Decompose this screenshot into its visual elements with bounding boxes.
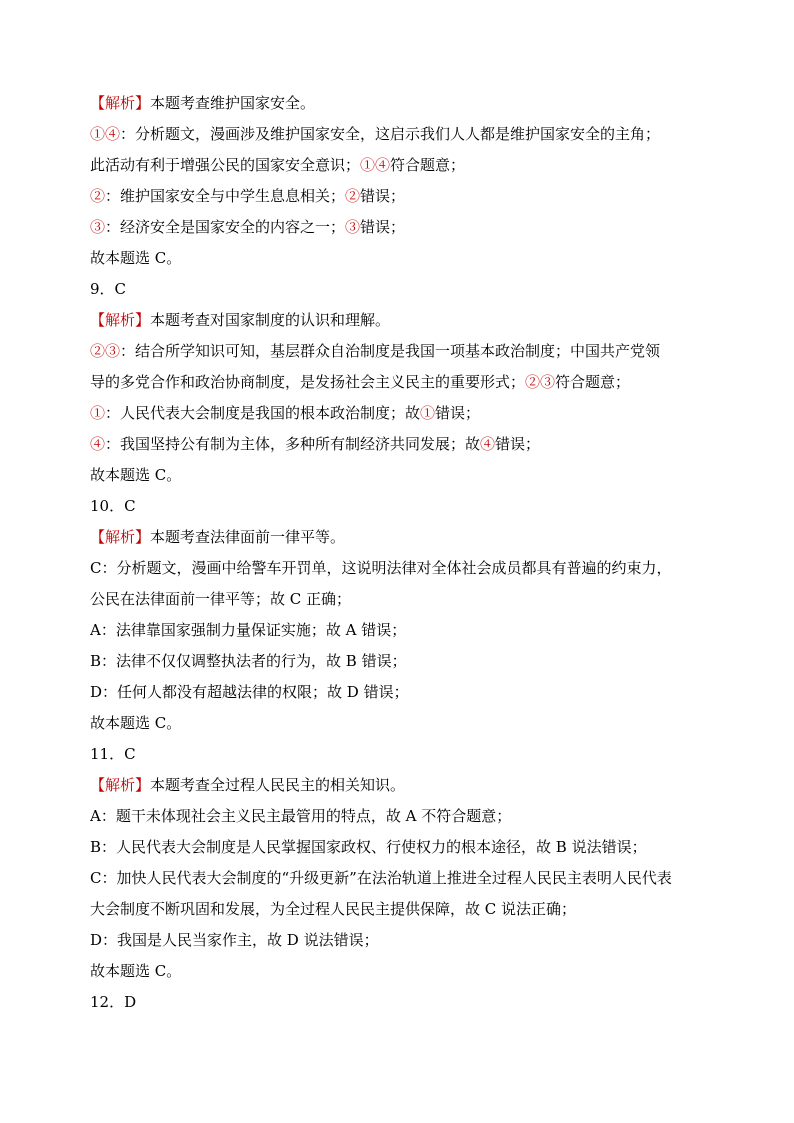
text-line (90, 150, 710, 181)
line-text: D：我国是人民当家作主，故 D 说法错误； (90, 931, 379, 949)
analysis-marker: 【解析】 (90, 776, 151, 794)
answer-explanations (90, 88, 710, 1018)
line-text: 符合题意； (555, 373, 631, 391)
text-line (90, 801, 710, 832)
line-text: 故本题选 C。 (90, 466, 182, 484)
line-text: 本题考查维护国家安全。 (150, 94, 316, 112)
line-text: 9．C (90, 280, 127, 298)
line-text: B：人民代表大会制度是人民掌握国家政权、行使权力的根本途径，故 B 说法错误； (90, 838, 647, 856)
line-text: 故本题选 C。 (90, 714, 182, 732)
line-text: 错误； (360, 218, 406, 236)
option-marker: ②③ (90, 342, 121, 360)
text-line (90, 429, 710, 460)
text-line (90, 119, 710, 150)
line-text: 导的多党合作和政治协商制度，是发扬社会主义民主的重要形式； (90, 373, 526, 391)
text-line (90, 274, 710, 305)
text-line (90, 398, 710, 429)
text-line (90, 894, 710, 925)
text-line (90, 522, 710, 553)
text-line (90, 181, 710, 212)
line-text: 错误； (435, 404, 481, 422)
line-text: 11．C (90, 745, 136, 763)
line-text: 此活动有利于增强公民的国家安全意识； (90, 156, 361, 174)
option-marker: ④ (90, 435, 106, 453)
text-line (90, 925, 710, 956)
line-text: ：经济安全是国家安全的内容之一； (105, 218, 346, 236)
line-text: ：我国坚持公有制为主体，多种所有制经济共同发展；故 (105, 435, 481, 453)
line-text: A：法律靠国家强制力量保证实施；故 A 错误； (90, 621, 407, 639)
option-marker: ② (345, 187, 361, 205)
option-marker: ③ (90, 218, 106, 236)
text-line (90, 336, 710, 367)
line-text: 大会制度不断巩固和发展，为全过程人民民主提供保障，故 C 说法正确； (90, 900, 577, 918)
analysis-marker: 【解析】 (90, 528, 151, 546)
line-text: 错误； (495, 435, 541, 453)
option-marker: ① (420, 404, 436, 422)
line-text: ：人民代表大会制度是我国的根本政治制度；故 (105, 404, 421, 422)
option-marker: ③ (345, 218, 361, 236)
text-line (90, 646, 710, 677)
text-line (90, 305, 710, 336)
option-marker: ④ (480, 435, 496, 453)
line-text: 公民在法律面前一律平等；故 C 正确； (90, 590, 352, 608)
text-line (90, 553, 710, 584)
option-marker: ① (90, 404, 106, 422)
line-text: 10．C (90, 497, 136, 515)
option-marker: ② (90, 187, 106, 205)
text-line (90, 832, 710, 863)
text-line (90, 615, 710, 646)
line-text: 故本题选 C。 (90, 962, 182, 980)
line-text: 本题考查法律面前一律平等。 (150, 528, 346, 546)
text-line (90, 212, 710, 243)
text-line (90, 677, 710, 708)
line-text: C：加快人民代表大会制度的“升级更新”在法治轨道上推进全过程人民民主表明人民代表 (90, 869, 672, 887)
text-line (90, 460, 710, 491)
line-text: D：任何人都没有超越法律的权限；故 D 错误； (90, 683, 409, 701)
line-text: 本题考查全过程人民民主的相关知识。 (150, 776, 406, 794)
line-text: 符合题意； (390, 156, 466, 174)
text-line (90, 584, 710, 615)
text-line (90, 770, 710, 801)
text-line (90, 243, 710, 274)
option-marker: ②③ (525, 373, 556, 391)
line-text: 错误； (360, 187, 406, 205)
text-line (90, 739, 710, 770)
line-text: 故本题选 C。 (90, 249, 182, 267)
line-text: ：分析题文，漫画涉及维护国家安全，这启示我们人人都是维护国家安全的主角； (120, 125, 661, 143)
analysis-marker: 【解析】 (90, 94, 151, 112)
text-line (90, 708, 710, 739)
line-text: 本题考查对国家制度的认识和理解。 (150, 311, 391, 329)
text-line (90, 88, 710, 119)
line-text: 12．D (90, 993, 137, 1011)
text-line (90, 491, 710, 522)
text-line (90, 956, 710, 987)
option-marker: ①④ (360, 156, 391, 174)
line-text: B：法律不仅仅调整执法者的行为，故 B 错误； (90, 652, 407, 670)
option-marker: ①④ (90, 125, 121, 143)
line-text: C：分析题文，漫画中给警车开罚单，这说明法律对全体社会成员都具有普遍的约束力， (90, 559, 672, 577)
text-line (90, 863, 710, 894)
line-text: A：题干未体现社会主义民主最管用的特点，故 A 不符合题意； (90, 807, 512, 825)
line-text: ：维护国家安全与中学生息息相关； (105, 187, 346, 205)
text-line (90, 367, 710, 398)
text-line (90, 987, 710, 1018)
analysis-marker: 【解析】 (90, 311, 151, 329)
line-text: ：结合所学知识可知，基层群众自治制度是我国一项基本政治制度；中国共产党领 (120, 342, 661, 360)
